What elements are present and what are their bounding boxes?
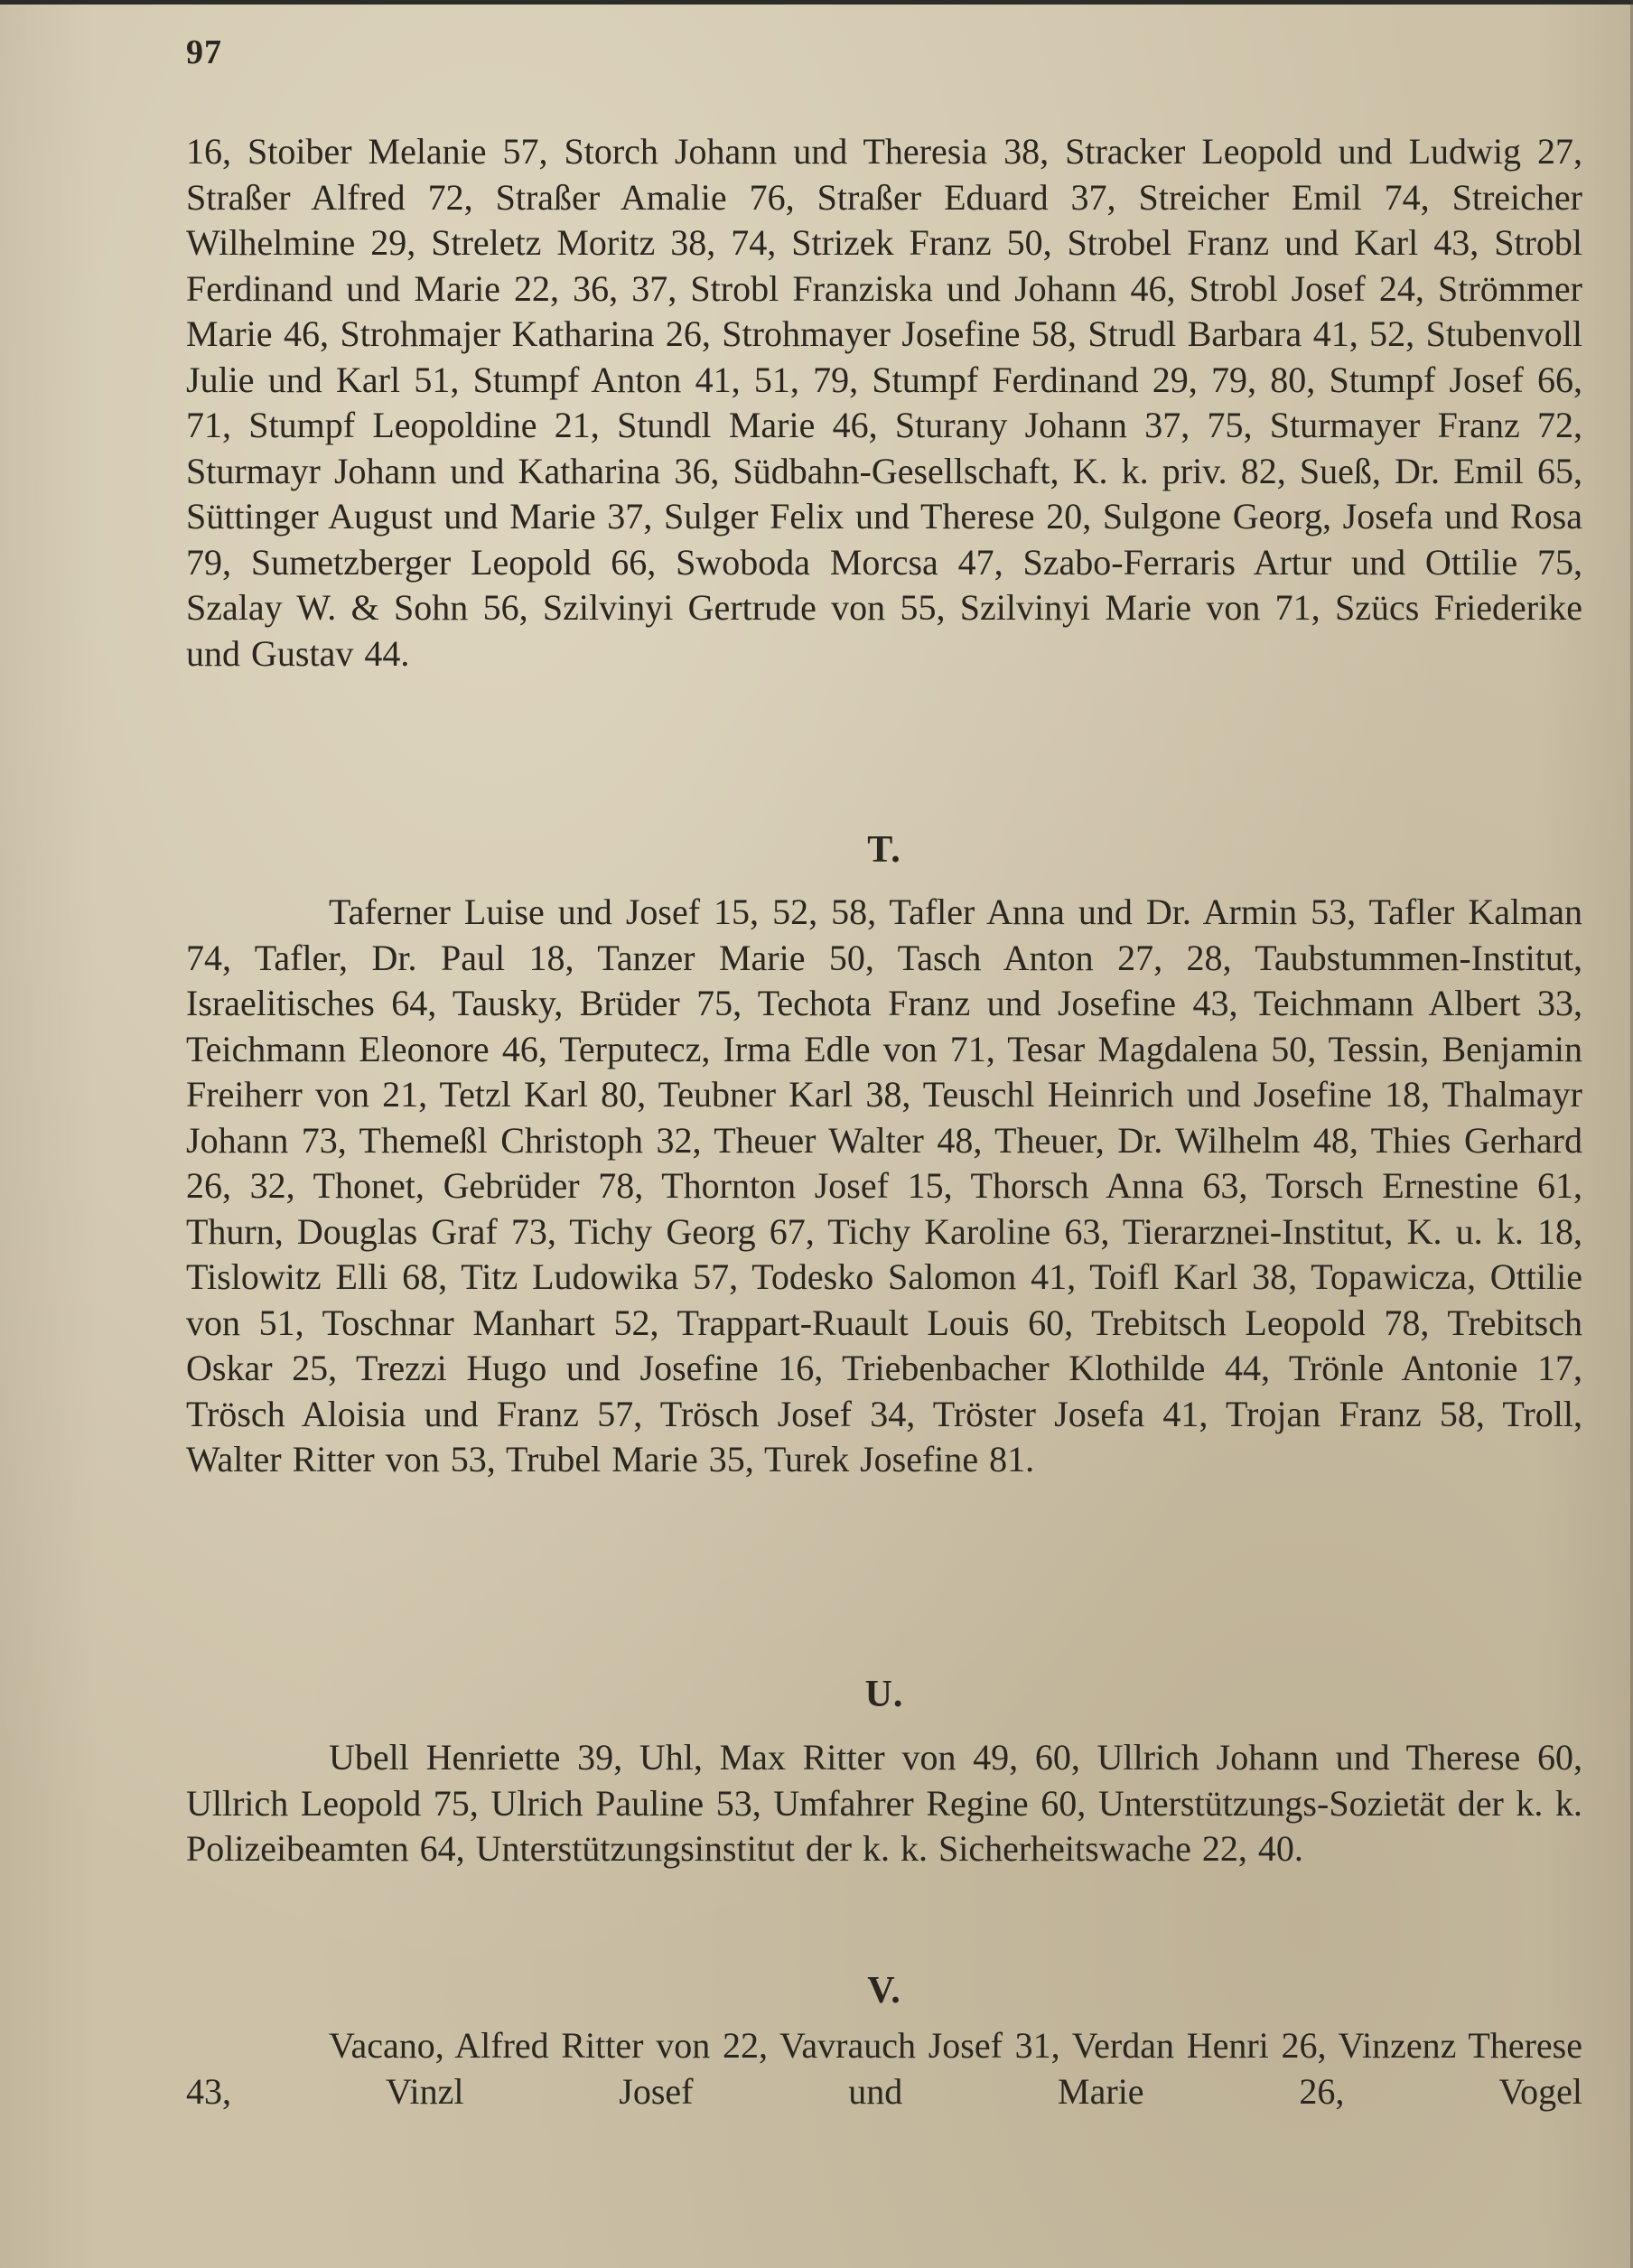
page-number: 97 xyxy=(186,33,222,71)
index-entries-t: Taferner Luise und Josef 15, 52, 58, Tafler Anna und Dr. Armin 53, Tafler Kalman 74, Tafler, Dr. Paul 18, Tanzer Marie 50, Tasch Anton 27, 28, Taubstummen-Institut, Israelitisches 64, Tausky, Brüder 75, Techota Franz und Josefine 43, Teichmann Albert 33, Teichmann Eleonore 46, Terputecz, Irma Edle von 71, Tesar Magdalena 50, Tessin, Benjamin Freiherr von 21, Tetzl Karl 80, Teubner Karl 38, Teuschl Heinrich und Josefine 18, Thalmayr Johann 73, Themeßl Christoph 32, Theuer Walter 48, Theuer, Dr. Wilhelm 48, Thies Gerhard 26, 32, Thonet, Gebrüder 78, Thornton Josef 15, Thorsch Anna 63, Torsch Ernestine 61, Thurn, Douglas Graf 73, Tichy Georg 67, Tichy Karoline 63, Tierarznei-Institut, K. u. k. 18, Tislowitz Elli 68, Titz Ludowika 57, Todesko Salomon 41, Toifl Karl 38, Topawicza, Ottilie von 51, Toschnar Manhart 52, Trappart-Ruault Louis 60, Trebitsch Leopold 78, Trebitsch Oskar 25, Trezzi Hugo und Josefine 16, Triebenbacher Klothilde 44, Trönle Antonie 17, Trösch Aloisia und Franz 57, Trösch Josef 34, Tröster Josefa 41, Trojan Franz 58, Troll, Walter Ritter von 53, Trubel Marie 35, Turek Josefine 81. xyxy=(186,891,1582,1479)
index-entries-s: 16, Stoiber Melanie 57, Storch Johann und Theresia 38, Stracker Leopold und Ludwig 27, Straßer Alfred 72, Straßer Amalie 76, Straßer Eduard 37, Streicher Emil 74, Streicher Wilhelmine 29, Streletz Moritz 38, 74, Strizek Franz 50, Strobel Franz und Karl 43, Strobl Ferdinand und Marie 22, 36, 37, Strobl Franziska und Johann 46, Strobl Josef 24, Strömmer Marie 46, Strohmajer Katharina 26, Strohmayer Josefine 58, Strudl Barbara 41, 52, Stubenvoll Julie und Karl 51, Stumpf Anton 41, 51, 79, Stumpf Ferdinand 29, 79, 80, Stumpf Josef 66, 71, Stumpf Leopoldine 21, Stundl Marie 46, Sturany Johann 37, 75, Sturmayer Franz 72, Sturmayr Johann und Katharina 36, Südbahn-Gesellschaft, K. k. priv. 82, Sueß, Dr. Emil 65, Süttinger August und Marie 37, Sulger Felix und Therese 20, Sulgone Georg, Josefa und Rosa 79, Sumetzberger Leopold 66, Swoboda Morcsa 47, Szabo-Ferraris Artur und Ottilie 75, Szalay W. & Sohn 56, Szilvinyi Gertrude von 55, Szilvinyi Marie von 71, Szücs Friederike und Gustav 44. xyxy=(186,131,1582,674)
section-heading-v: V. xyxy=(867,1970,901,2011)
section-heading-t: T. xyxy=(867,829,901,871)
page-top-edge xyxy=(0,0,1633,5)
index-entries-u: Ubell Henriette 39, Uhl, Max Ritter von 49, 60, Ullrich Johann und Therese 60, Ullrich Leopold 75, Ulrich Pauline 53, Umfahrer Regine 60, Unterstützungs-Sozietät der k. k. Polizeibeamten 64, Unterstützungsinstitut der k. k. Sicherheitswache 22, 40. xyxy=(186,1737,1582,1869)
index-entries-v: Vacano, Alfred Ritter von 22, Vavrauch Josef 31, Verdan Henri 26, Vinzenz Therese 43, Vinzl Josef und Marie 26, Vogel xyxy=(186,2025,1582,2112)
section-heading-u: U. xyxy=(864,1674,904,1715)
